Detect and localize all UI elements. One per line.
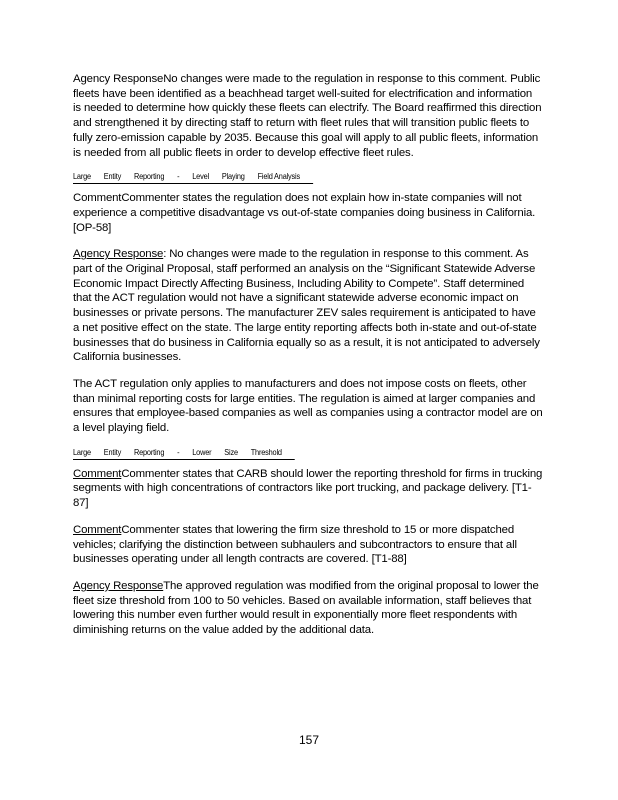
act-regulation-paragraph: The ACT regulation only applies to manufacturers and does not impose costs on fleets, other than minimal reporting costs for large entities. The regulation is aimed at larger companies and ensures that employee-based companies as well as companies using a contractor model are on a level playing field. (73, 377, 543, 435)
comment-text: Commenter states that CARB should lower the reporting threshold for firms in trucking segments with high concentrations of contractors like port trucking, and package delivery. [T1-87] (73, 467, 543, 510)
section-heading-level-playing-field: Large Entity Reporting - Level Playing Field Analysis (73, 172, 313, 184)
agency-response-paragraph (73, 579, 543, 638)
agency-response-label: Agency Response (73, 73, 164, 85)
document-body (73, 72, 543, 638)
agency-response-paragraph (73, 72, 543, 160)
comment-label: Comment (73, 192, 122, 205)
agency-response-label: Agency Response (73, 248, 164, 261)
comment-paragraph (73, 191, 543, 235)
comment-text: Commenter states that lowering the firm size threshold to 15 or more dispatched vehicles; clarifying the distinction between subhaulers and subcontractors to ensure that all businesses operating under all length contracts are covered. [T1-88] (73, 523, 517, 566)
comment-paragraph (73, 467, 543, 511)
agency-response-label: Agency Response (73, 579, 164, 592)
agency-response-text: The approved regulation was modified from the original proposal to lower the fleet size threshold from 100 to 50 vehicles. Based on available information, staff believes that lowering this number even further would result in exponentially more fleet respondents with diminishing returns on the value added by the additional data. (73, 579, 539, 637)
comment-text: Commenter states the regulation does not explain how in-state companies will not experience a competitive disadvantage vs out-of-state companies doing business in California. [OP-58] (73, 192, 536, 234)
page-number: 157 (298, 733, 320, 747)
comment-label: Comment (73, 467, 122, 480)
agency-response-text: No changes were made to the regulation in response to this comment. Public fleets have been identified as a beachhead target well-suited for electrification and information is needed to determine how quickly these fleets can electrify. The Board reaffirmed this direction and strengthened it by directing staff to return with fleet rules that will transition public fleets to fully zero-emission capable by 2035. Because this goal will apply to all public fleets, information is needed from all public fleets in order to develop effective fleet rules. (73, 73, 542, 159)
comment-label: Comment (73, 523, 122, 536)
section-heading-lower-size-threshold: Large Entity Reporting - Lower Size Threshold (73, 448, 295, 460)
agency-response-text: : No changes were made to the regulation in response to this comment. As part of the Original Proposal, staff performed an analysis on the “Significant Statewide Adverse Economic Impact Directly Affecting Business, Including Ability to Compete”. Staff determined that the ACT regulation would not have a significant statewide adverse economic impact on businesses or private persons. The manufacturer ZEV sales requirement is anticipated to have a net positive effect on the state. The large entity reporting affects both in-state and out-of-state businesses that do business in California equally so as a result, it is not anticipated to adversely California businesses. (73, 248, 540, 364)
comment-paragraph (73, 523, 543, 567)
agency-response-paragraph (73, 247, 543, 365)
